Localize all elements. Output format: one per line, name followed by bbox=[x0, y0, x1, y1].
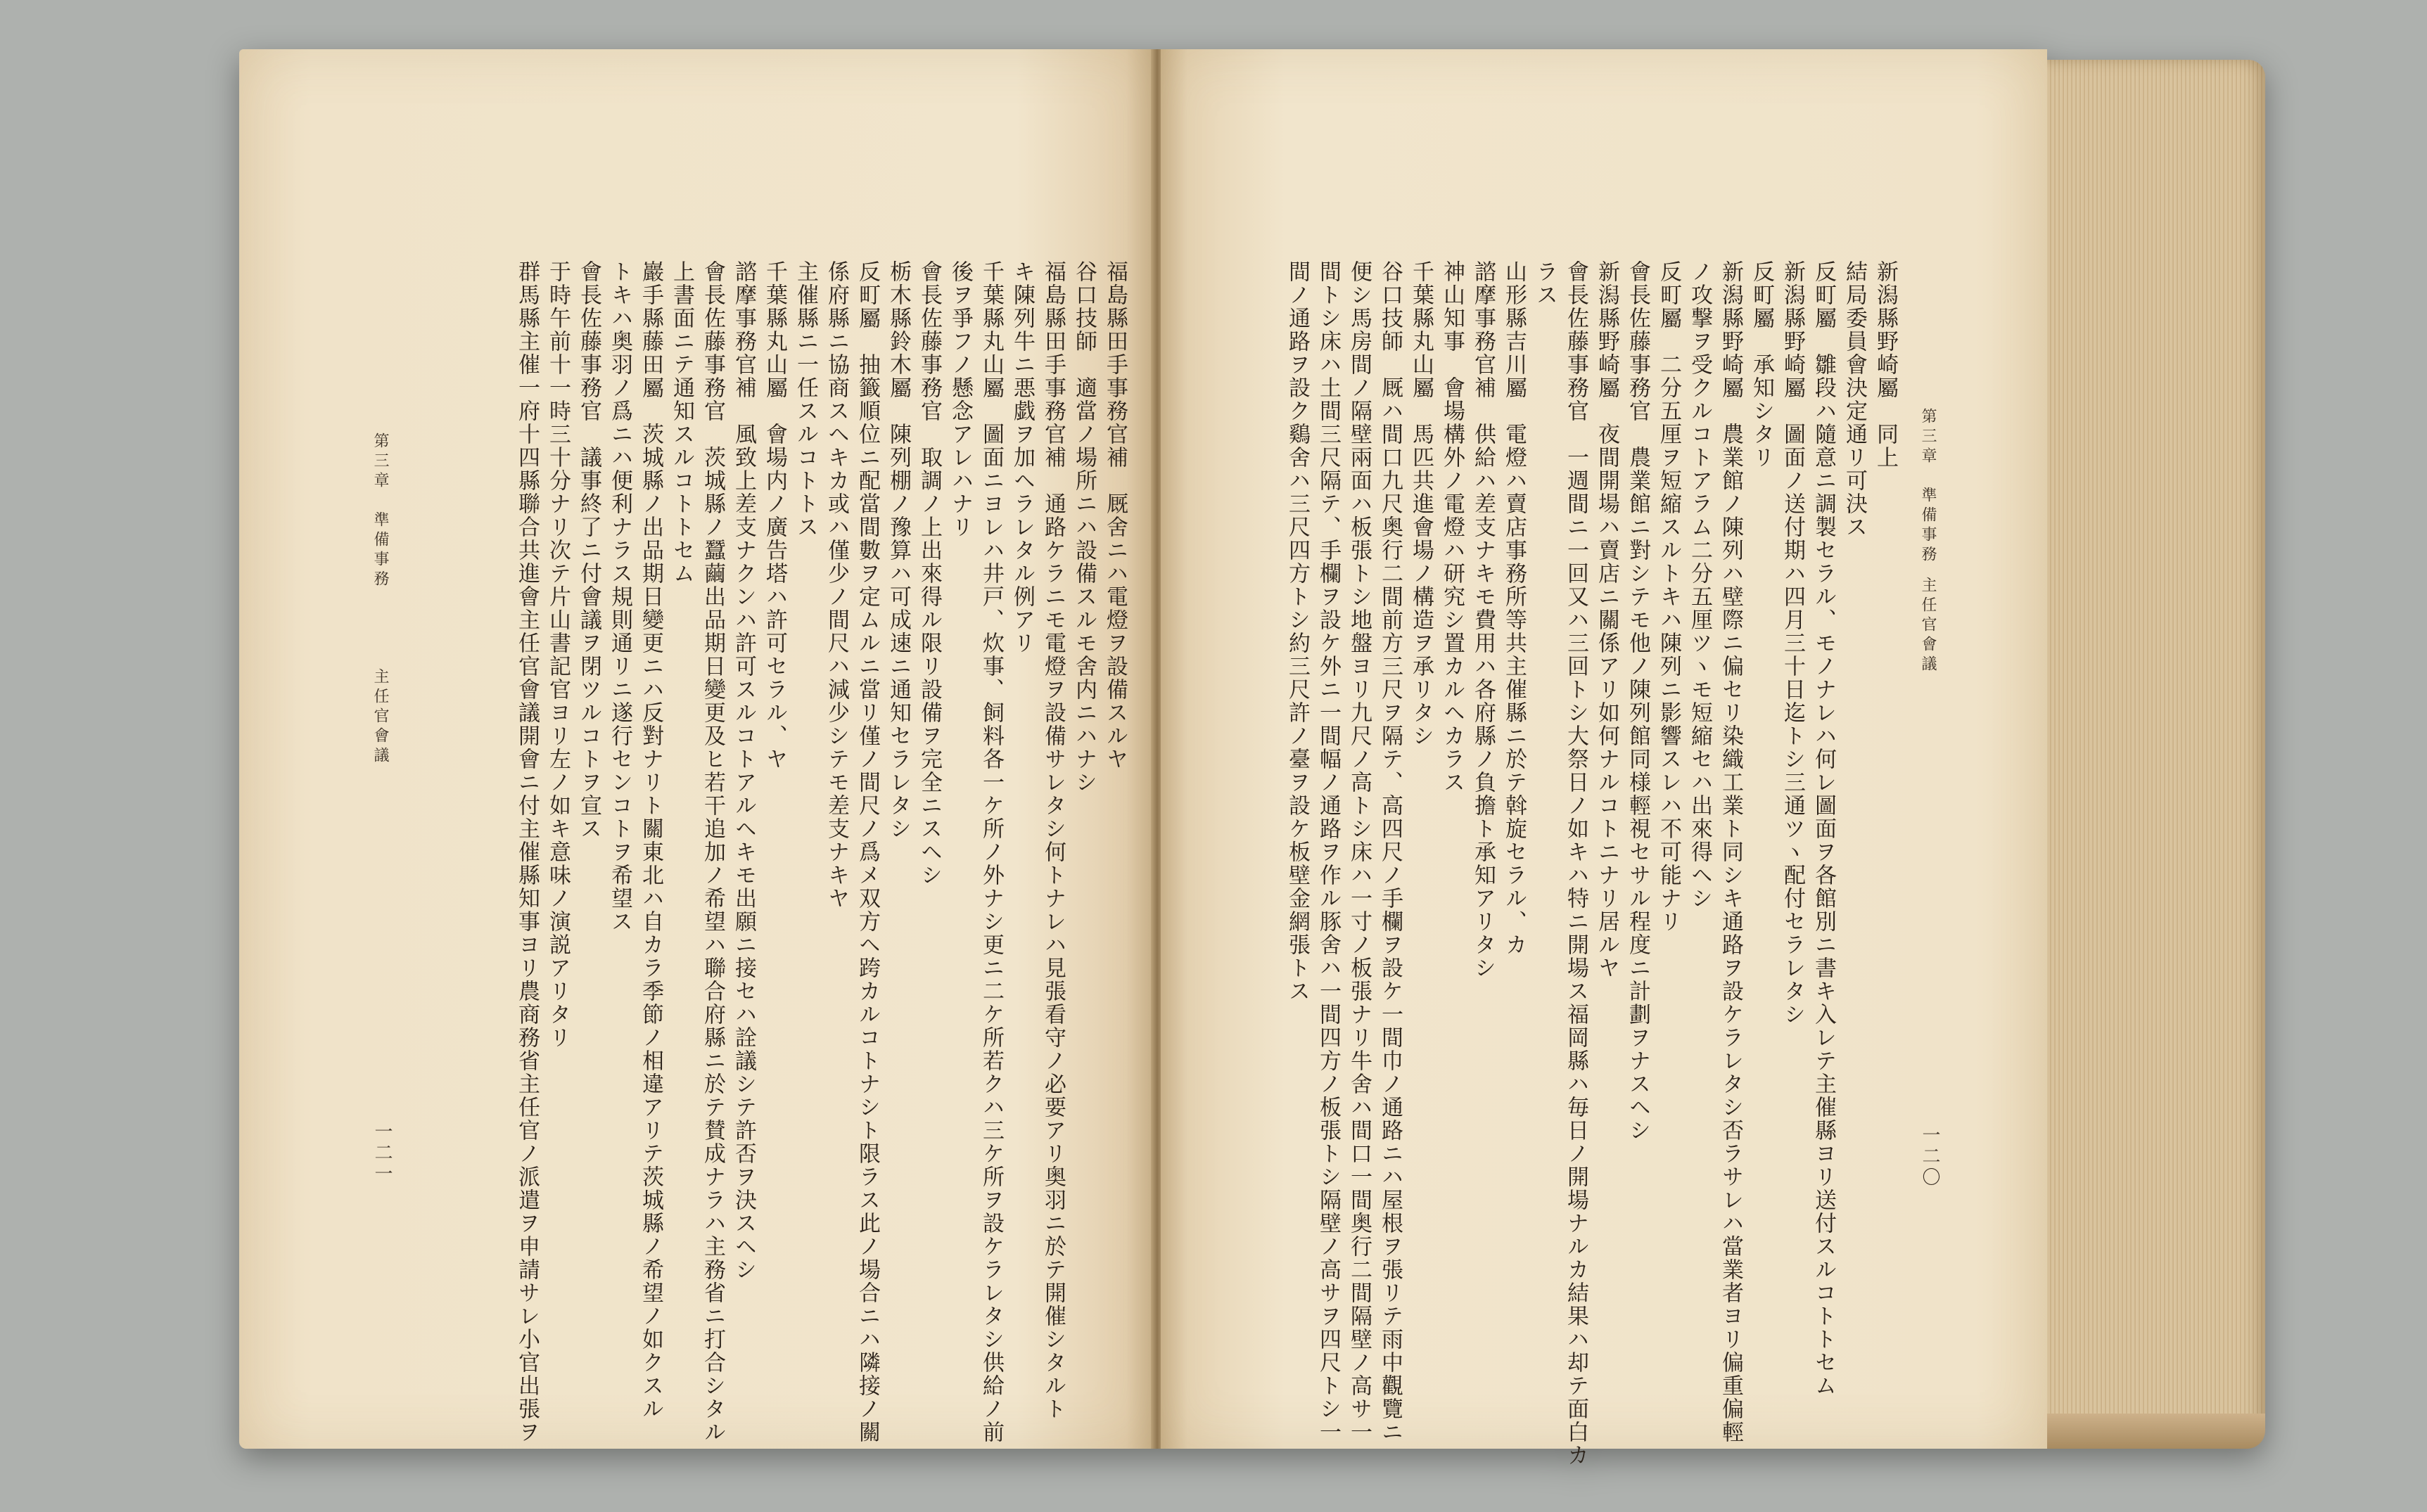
text-column: 群馬縣主催一府十四縣聯合共進會主任官會議開會ニ付主催縣知事ヨリ農商務省主任官ノ派遣ヲ申請サレ小官出張ヲ bbox=[514, 260, 540, 1444]
text-column: 千葉縣丸山屬 馬匹共進會場ノ構造ヲ承リタシ bbox=[1408, 260, 1434, 748]
right-page bbox=[1161, 49, 2047, 1467]
text-column: 山形縣吉川屬 電燈ハ賣店事務所等共主催縣ニ於テ斡旋セラル、カ bbox=[1501, 260, 1527, 956]
text-column: 反町屬 抽籤順位ニ配當間數ヲ定ムルニ當リ僅ノ間尺ノ爲メ双方ヘ跨カルコトナシト限ラス此ノ場合ニハ隣接ノ關 bbox=[855, 260, 880, 1444]
text-column: 新潟縣野崎屬 農業館ノ陳列ハ壁際ニ偏セリ染織工業ト同シキ通路ヲ設ケラレタシ否ラサレハ當業者ヨリ偏重偏輕 bbox=[1718, 260, 1743, 1444]
text-column: 間ノ通路ヲ設ク鷄舍ハ三尺四方トシ約三尺許ノ臺ヲ設ケ板壁金網張トス bbox=[1285, 260, 1310, 1003]
text-column: 諮摩事務官補 供給ハ差支ナキモ費用ハ各府縣ノ負擔ト承知アリタシ bbox=[1470, 260, 1496, 980]
text-column: 新潟縣野崎屬 圖面ノ送付期ハ四月三十日迄トシ三通ツヽ配付セラレタシ bbox=[1780, 260, 1805, 1026]
text-column: 間トシ床ハ土間三尺隔テ、手欄ヲ設ケ外ニ一間幅ノ通路ヲ作ル豚舍ハ一間四方ノ板張トシ隔壁ノ高サヲ四尺トシ一 bbox=[1316, 260, 1341, 1444]
text-column: 結局委員會決定通リ可決ス bbox=[1842, 260, 1867, 539]
right-header-title: 主任官會議 bbox=[1919, 577, 1937, 675]
text-column: 諮摩事務官補 風致上差支ナクンハ許可スルコトアルヘキモ出願ニ接セハ詮議シテ許否ヲ決スヘシ bbox=[731, 260, 756, 1281]
text-column: 會長佐藤事務官 茨城縣ノ蠶繭出品期日變更及ヒ若干追加ノ希望ハ聯合府縣ニ於テ賛成ナラハ主務省ニ打合シタル bbox=[700, 260, 725, 1444]
text-column: 谷口技師 適當ノ場所ニハ設備スルモ舍内ニハナシ bbox=[1071, 260, 1097, 794]
book-thickness bbox=[2040, 1414, 2265, 1449]
text-column: 後ヲ爭フノ懸念アレハナリ bbox=[948, 260, 973, 539]
page-edges bbox=[2044, 60, 2265, 1442]
text-column: 福島縣田手事務官補 厩舍ニハ電燈ヲ設備スルヤ bbox=[1102, 260, 1128, 771]
text-column: 係府縣ニ協商スヘキカ或ハ僅少ノ間尺ハ減少シテモ差支ナキヤ bbox=[824, 260, 849, 910]
text-column: 千葉縣丸山屬 圖面ニヨレハ井戸、炊事、飼料各一ケ所ノ外ナシ更ニ二ケ所若クハ三ケ所ヲ設ケラレタシ供給ノ前 bbox=[979, 260, 1004, 1444]
text-column: 會長佐藤事務官 農業館ニ對シテモ他ノ陳列館同様輕視セサル程度ニ計劃ヲナスヘシ bbox=[1625, 260, 1650, 1142]
text-column: 于時午前十一時三十分ナリ次テ片山書記官ヨリ左ノ如キ意味ノ演説アリタリ bbox=[545, 260, 571, 1049]
text-column: 上書面ニテ通知スルコトトセム bbox=[669, 260, 694, 585]
text-column: 新潟縣野崎屬 同上 bbox=[1873, 260, 1898, 469]
right-page-number: 一二〇 bbox=[1919, 1125, 1940, 1189]
left-page-number: 一二一 bbox=[371, 1122, 393, 1185]
text-column: 神山知事 會場構外ノ電燈ハ研究シ置カルヘカラス bbox=[1439, 260, 1465, 794]
text-column: 主催縣ニ一任スルコトトス bbox=[793, 260, 818, 539]
text-column: 新潟縣野崎屬 夜間開場ハ賣店ニ關係アリ如何ナルコトニナリ居ルヤ bbox=[1594, 260, 1619, 980]
text-column: 千葉縣丸山屬 會場内ノ廣告塔ハ許可セラル、ヤ bbox=[762, 260, 787, 771]
text-column: 會長佐藤事務官 一週間ニ一回又ハ三回トシ大祭日ノ如キハ特ニ開場ス福岡縣ハ毎日ノ開場ナルカ結果ハ却テ面白カ bbox=[1563, 260, 1588, 1467]
text-column: キ陳列牛ニ悪戯ヲ加ヘラレタル例アリ bbox=[1009, 260, 1035, 655]
text-column: 谷口技師 厩ハ間口九尺奥行二間前方三尺ヲ隔テ、高四尺ノ手欄ヲ設ケ一間巾ノ通路ニハ屋根ヲ張リテ雨中觀覽ニ bbox=[1377, 260, 1403, 1444]
text-column: 會長佐藤事務官 取調ノ上出來得ル限リ設備ヲ完全ニスヘシ bbox=[917, 260, 942, 887]
left-header-chapter: 第三章 準備事務 bbox=[371, 433, 389, 590]
text-column: 反町屬 承知シタリ bbox=[1749, 260, 1774, 469]
text-column: 栃木縣鈴木屬 陳列棚ノ豫算ハ可成速ニ通知セラレタシ bbox=[886, 260, 911, 840]
right-header-chapter: 第三章 準備事務 bbox=[1919, 408, 1937, 565]
text-column: ノ攻撃ヲ受クルコトアラム二分五厘ツヽモ短縮セハ出來得ヘシ bbox=[1687, 260, 1712, 910]
text-column: 反町屬 二分五厘ヲ短縮スルトキハ陳列ニ影響スレハ不可能ナリ bbox=[1656, 260, 1681, 933]
text-column: トキハ奥羽ノ爲ニハ便利ナラス規則通リニ遂行センコトヲ希望ス bbox=[607, 260, 632, 933]
text-column: ラス bbox=[1532, 260, 1558, 307]
text-column: 反町屬 雛段ハ隨意ニ調製セラル、モノナレハ何レ圖面ヲ各館別ニ書キ入レテ主催縣ヨリ送付スルコトトセム bbox=[1811, 260, 1836, 1397]
text-column: 福島縣田手事務官補 通路ケラニモ電燈ヲ設備サレタシ何トナレハ見張看守ノ必要アリ奥羽ニ於テ開催シタルト bbox=[1040, 260, 1066, 1421]
left-header-title: 主任官會議 bbox=[371, 668, 389, 767]
text-column: 會長佐藤事務官 議事終了ニ付會議ヲ閉ツルコトヲ宣ス bbox=[576, 260, 601, 840]
open-book bbox=[239, 49, 2279, 1467]
text-column: 巖手縣藤田屬 茨城縣ノ出品期日變更ニハ反對ナリト關東北ハ自カラ季節ノ相違アリテ茨城縣ノ希望ノ如クスル bbox=[638, 260, 663, 1421]
text-column: 便シ馬房間ノ隔壁兩面ハ板張トシ地盤ヨリ九尺ノ高トシ床ハ一寸ノ板張ナリ牛舍ハ間口一間奥行二間隔壁ノ高サ一 bbox=[1346, 260, 1372, 1444]
left-page bbox=[239, 49, 1154, 1449]
